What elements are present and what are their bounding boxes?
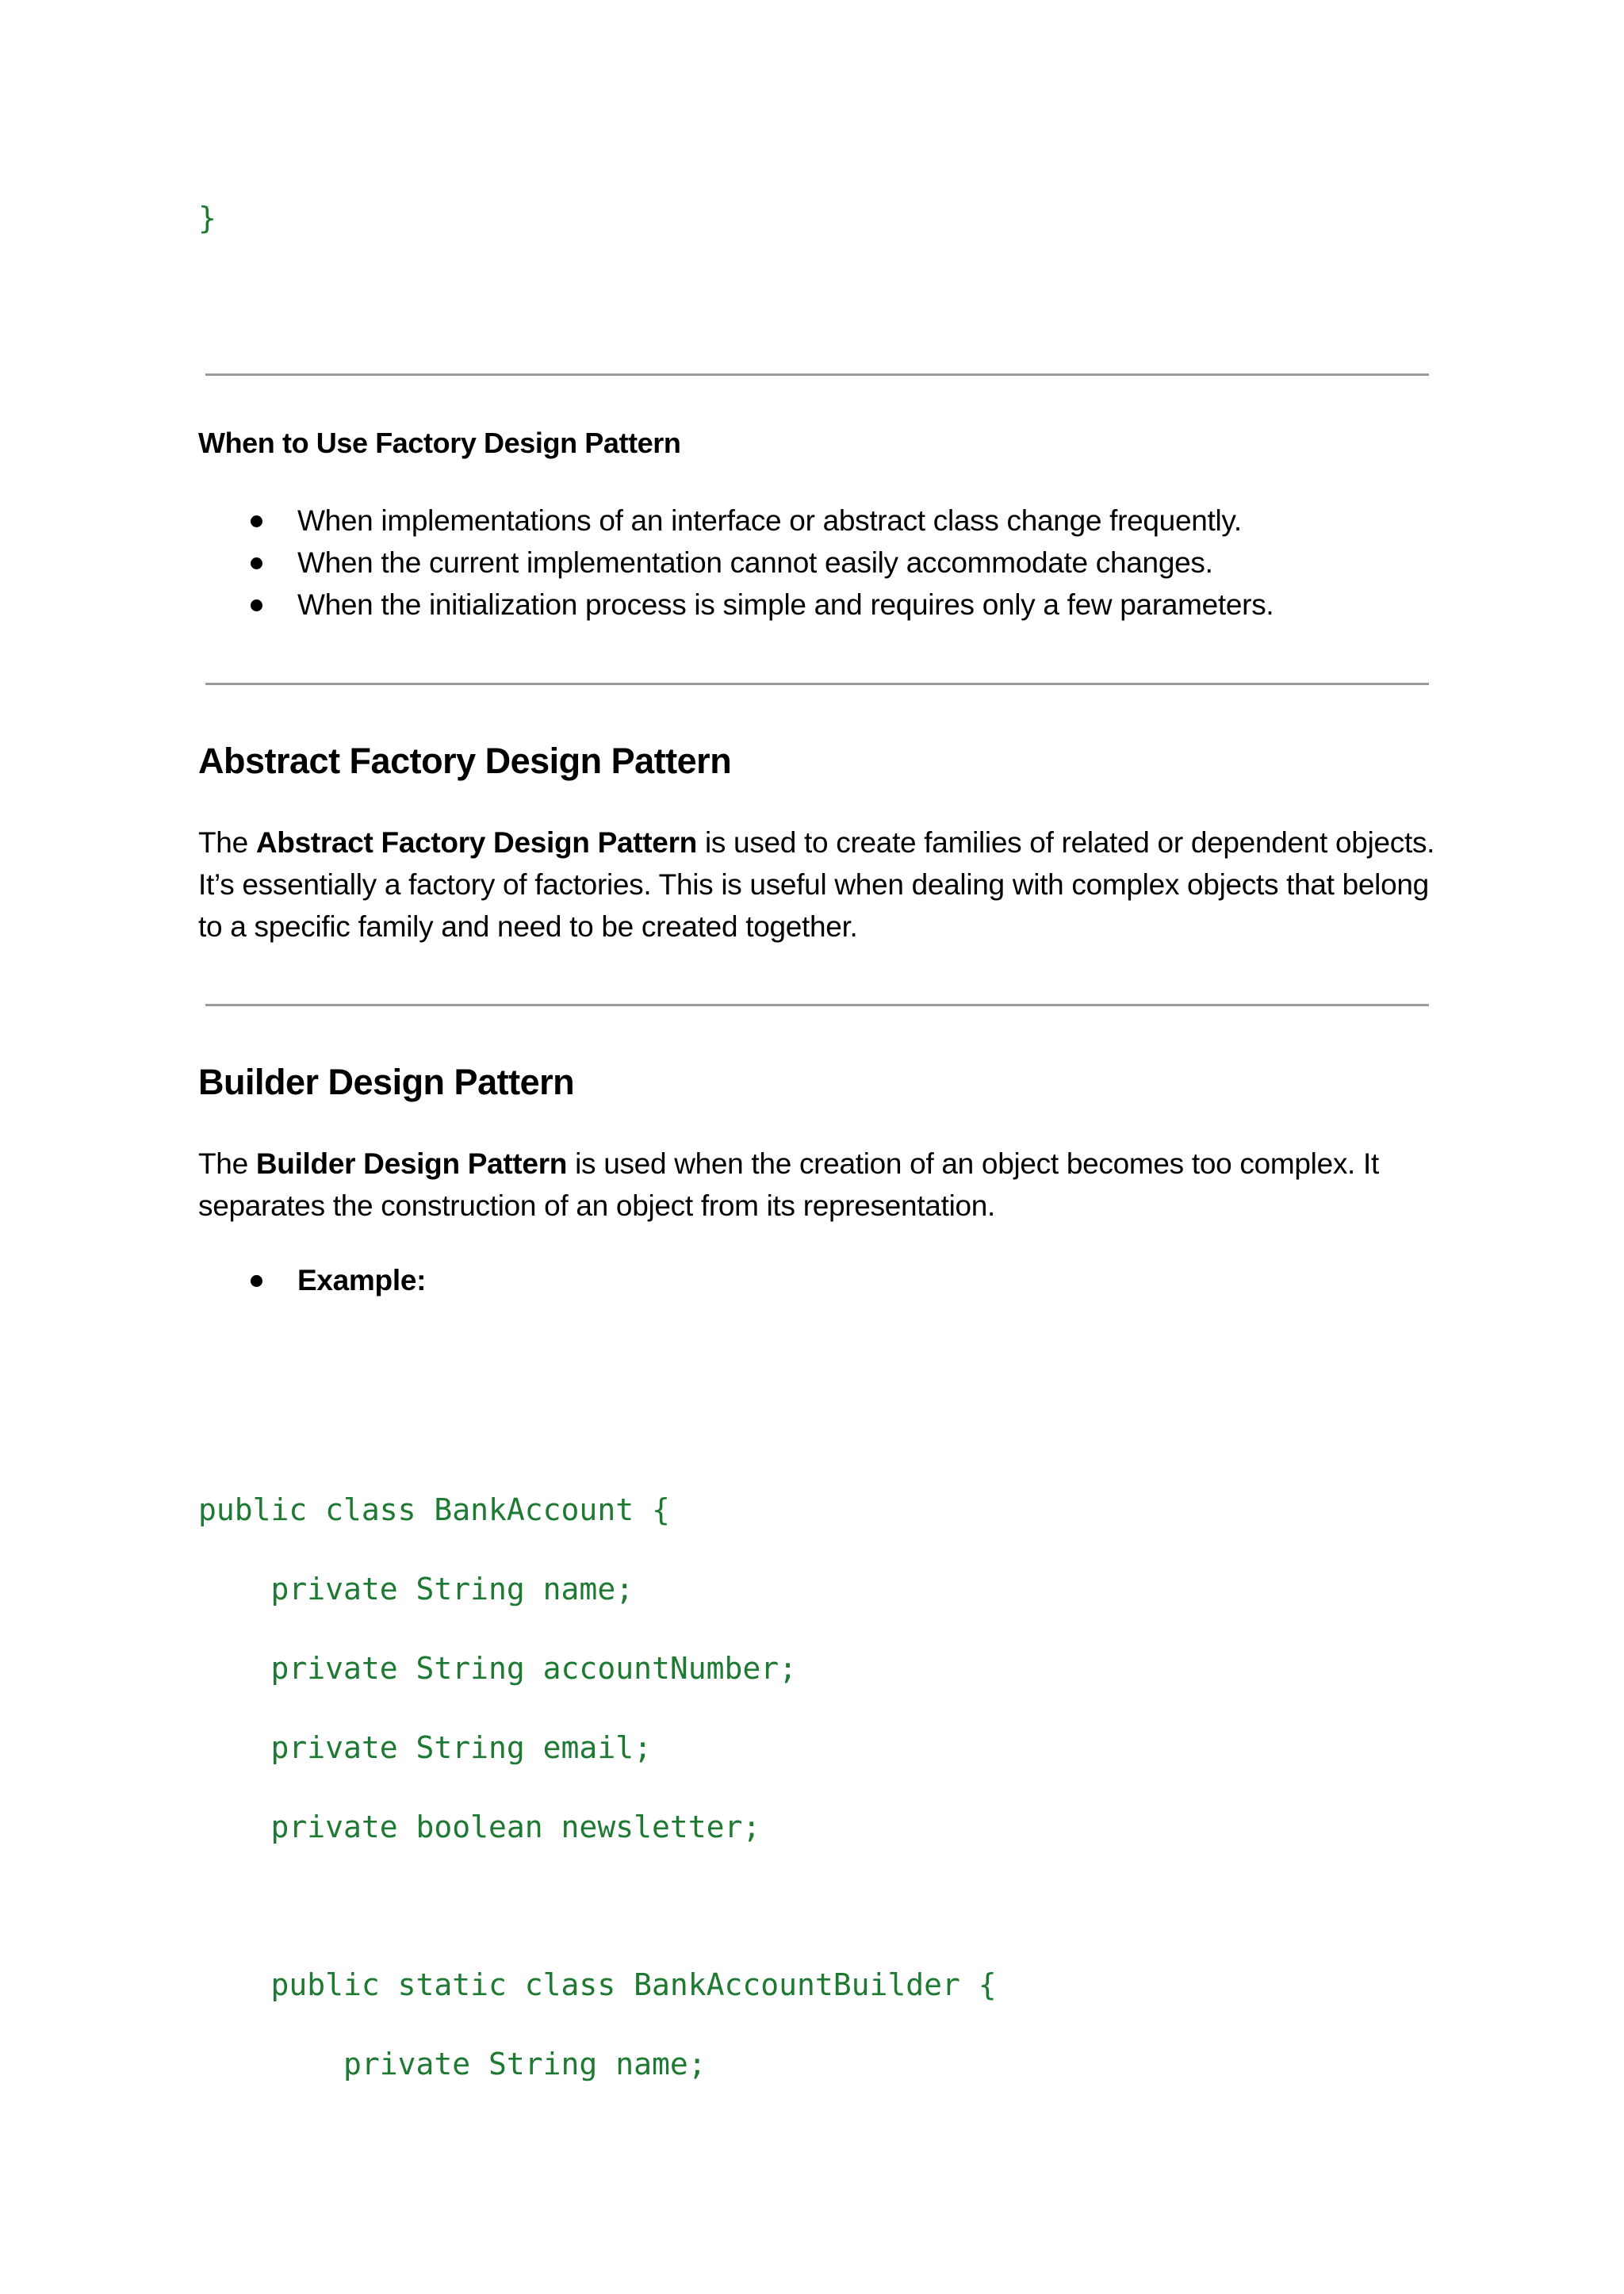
factory-usage-title: When to Use Factory Design Pattern bbox=[198, 427, 681, 459]
list-item: When implementations of an interface or abstract class change frequently. bbox=[198, 500, 1274, 542]
code-line: private String name; bbox=[198, 1572, 634, 1607]
code-line: private String email; bbox=[198, 1730, 652, 1765]
closing-brace: } bbox=[198, 201, 216, 236]
divider bbox=[205, 373, 1429, 376]
divider bbox=[205, 683, 1429, 685]
code-line: private boolean newsletter; bbox=[198, 1810, 761, 1844]
list-item: When the initialization process is simple and requires only a few parameters. bbox=[198, 584, 1274, 626]
abstract-factory-paragraph: The Abstract Factory Design Pattern is used to create families of related or dependent objects. It’s essentially a factory of factories. This is useful when dealing with complex objects that belong to a specific family and need to be created together. bbox=[198, 826, 1435, 943]
bullet-icon bbox=[251, 557, 262, 569]
builder-paragraph: The Builder Design Pattern is used when the creation of an object becomes too complex. It separates the construction of an object from its representation. bbox=[198, 1147, 1379, 1222]
abstract-factory-heading: Abstract Factory Design Pattern bbox=[198, 741, 732, 781]
list-item: When the current implementation cannot easily accommodate changes. bbox=[198, 542, 1274, 584]
builder-heading: Builder Design Pattern bbox=[198, 1062, 575, 1102]
list-item bbox=[198, 1259, 426, 1301]
bullet-icon bbox=[251, 515, 262, 527]
code-line: private String name; bbox=[198, 2047, 707, 2081]
divider bbox=[205, 1004, 1429, 1006]
code-line: public static class BankAccountBuilder { bbox=[198, 1967, 997, 2002]
example-list bbox=[198, 1259, 426, 1301]
bullet-icon bbox=[251, 599, 262, 611]
code-line: private String accountNumber; bbox=[198, 1651, 797, 1686]
bullet-icon bbox=[251, 1275, 262, 1287]
code-line: public class BankAccount { bbox=[198, 1492, 670, 1527]
example-label: Example: bbox=[297, 1264, 427, 1296]
factory-usage-list bbox=[198, 500, 1274, 626]
